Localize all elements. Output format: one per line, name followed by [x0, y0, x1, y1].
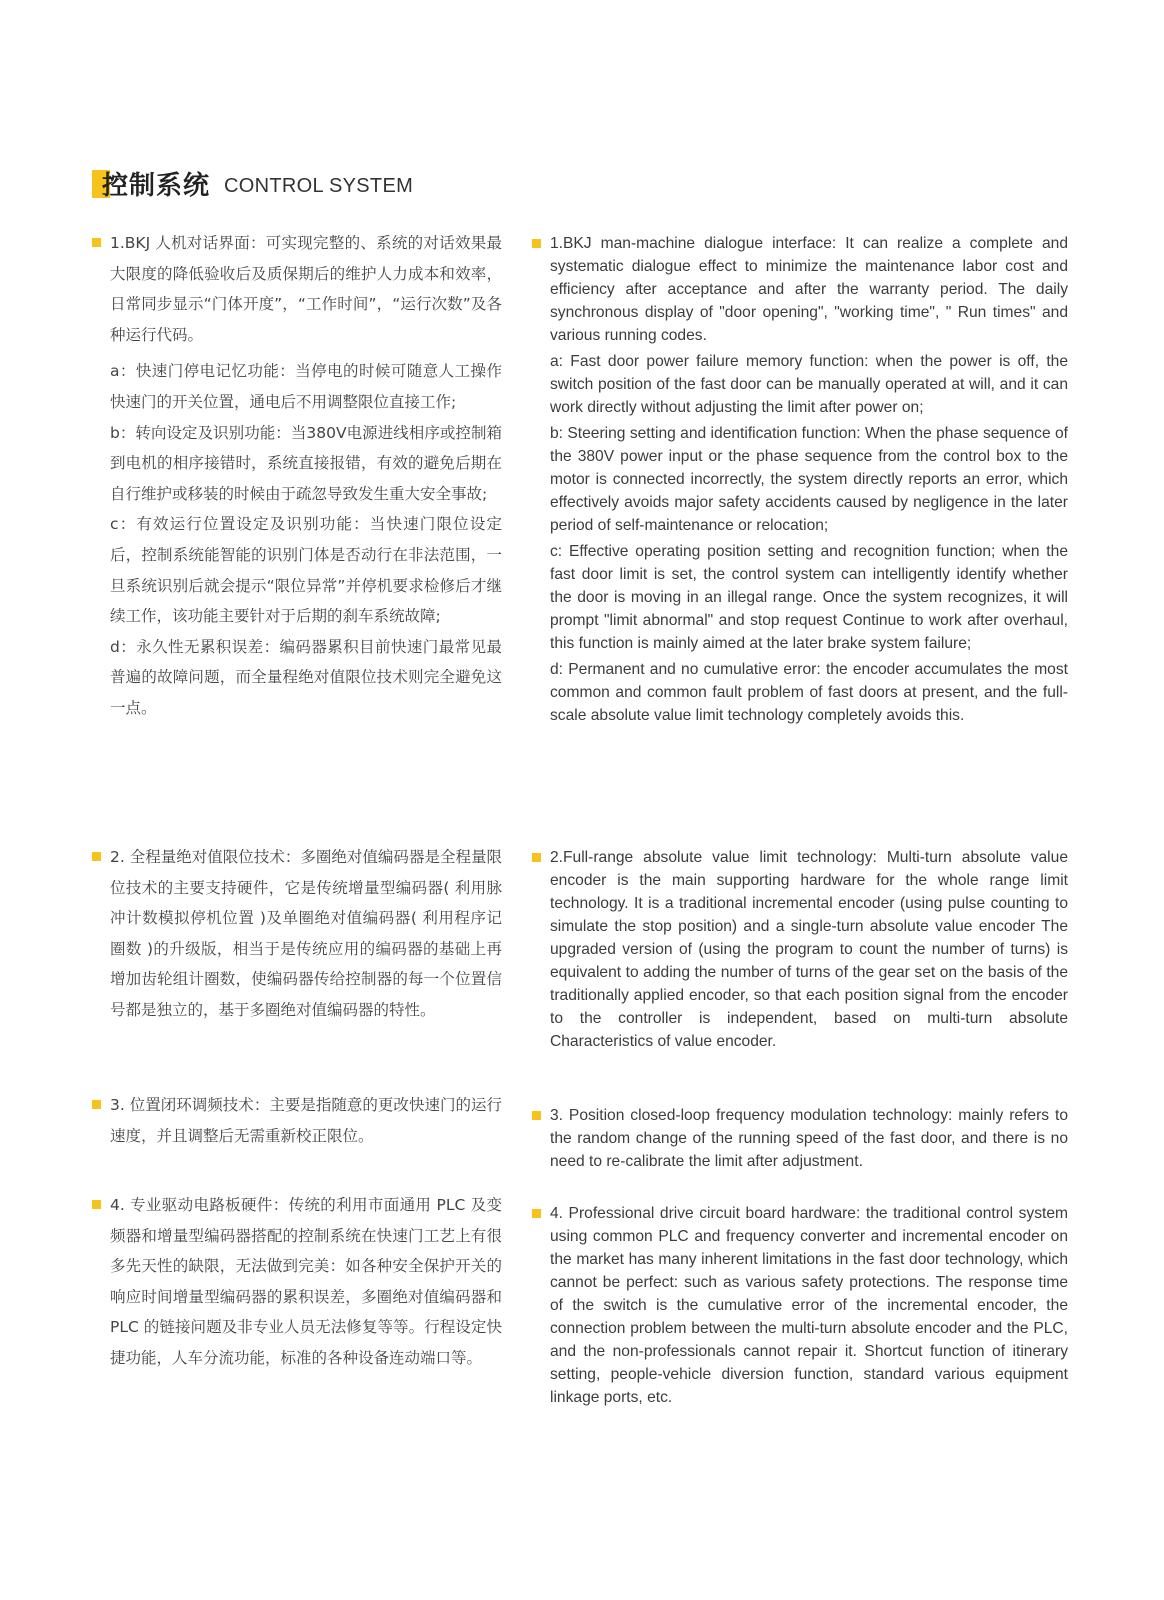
cn-section-4	[92, 1190, 502, 1374]
cn-section-1-b: b：转向设定及识别功能：当380V电源进线相序或控制箱到电机的相序接错时，系统直接报错，有效的避免后期在自行维护或移装的时候由于疏忽导致发生重大安全事故;	[110, 423, 502, 503]
cn-section-4-text: 4. 专业驱动电路板硬件：传统的利用市面通用 PLC 及变频器和增量型编码器搭配的控制系统在快速门工艺上有很多先天性的缺限，无法做到完美：如各种安全保护开关的响应时间增量型编码器的累积误差，多圈绝对值编码器和 PLC 的链接问题及非专业人员无法修复等等。行程设定快捷功能，人车分流功能，标准的各种设备连动端口等。	[110, 1196, 502, 1367]
en-section-1-c: c: Effective operating position setting and recognition function; when the fast door limit is set, the control system can intelligently identify whether the door is moving in an illegal range. Once the system recognizes, it will prompt "limit abnormal" and stop request Continue to work after overhaul, this function is mainly aimed at the later brake system failure;	[550, 543, 1068, 652]
cn-section-2-text: 2. 全程量绝对值限位技术：多圈绝对值编码器是全程量限位技术的主要支持硬件，它是传统增量型编码器( 利用脉冲计数模拟停机位置 )及单圈绝对值编码器( 利用程序记圈数 )的升级版，相当于是传统应用的编码器的基础上再增加齿轮组计圈数，使编码器传给控制器的每一个位置信号都是独立的，基于多圈绝对值编码器的特性。	[110, 848, 502, 1019]
cn-section-1	[92, 228, 502, 724]
en-section-4-text: 4. Professional drive circuit board hardware: the traditional control system using common PLC and frequency converter and incremental encoder on the market has many inherent limitations in the fast door technology, which cannot be perfect: such as various safety protections. The response time of the switch is the cumulative error of the incremental encoder, the connection problem between the multi-turn absolute encoder and the PLC, and the non-professionals cannot repair it. Shortcut function of itinerary setting, people-vehicle diversion function, standard various equipment linkage ports, etc.	[550, 1205, 1068, 1406]
cn-section-2	[92, 842, 502, 1026]
en-section-1-a: a: Fast door power failure memory function: when the power is off, the switch position of the fast door can be manually operated at will, and it can work directly without adjusting the limit after power on;	[550, 353, 1068, 416]
en-section-1-intro: 1.BKJ man-machine dialogue interface: It can realize a complete and systematic dialogue effect to minimize the maintenance labor cost and efficiency after acceptance and after the warranty period. The daily synchronous display of "door opening", "working time", " Run times" and various running codes.	[550, 235, 1068, 344]
en-section-4	[532, 1202, 1068, 1409]
page-title-english: CONTROL SYSTEM	[224, 175, 414, 197]
en-section-2	[532, 846, 1068, 1053]
cn-section-3	[92, 1090, 502, 1151]
page-header	[92, 168, 413, 202]
en-section-3	[532, 1104, 1068, 1173]
bullet-marker	[532, 853, 541, 862]
en-section-1-d: d: Permanent and no cumulative error: the encoder accumulates the most common and common fault problem of fast doors at present, and the full-scale absolute value limit technology completely avoids this.	[550, 661, 1068, 724]
cn-section-1-c: c：有效运行位置设定及识别功能：当快速门限位设定后，控制系统能智能的识别门体是否动行在非法范围，一旦系统识别后就会提示“限位异常”并停机要求检修后才继续工作，该功能主要针对于后期的刹车系统故障;	[110, 515, 502, 626]
cn-section-1-d: d：永久性无累积误差：编码器累积目前快速门最常见最普遍的故障问题，而全量程绝对值限位技术则完全避免这一点。	[110, 637, 502, 717]
bullet-marker	[532, 1209, 541, 1218]
en-section-3-text: 3. Position closed-loop frequency modulation technology: mainly refers to the random change of the running speed of the fast door, and there is no need to re-calibrate the limit after adjustment.	[550, 1107, 1068, 1170]
bullet-marker	[532, 1111, 541, 1120]
bullet-marker	[92, 1100, 101, 1109]
bullet-marker	[92, 238, 101, 247]
cn-section-3-text: 3. 位置闭环调频技术：主要是指随意的更改快速门的运行速度，并且调整后无需重新校正限位。	[110, 1096, 502, 1145]
bullet-marker	[532, 239, 541, 248]
page-title-chinese: 控制系统	[102, 171, 211, 201]
bullet-marker	[92, 852, 101, 861]
bullet-marker	[92, 1200, 101, 1209]
cn-section-1-a: a：快速门停电记忆功能：当停电的时候可随意人工操作快速门的开关位置，通电后不用调整限位直接工作;	[110, 362, 502, 411]
cn-section-1-intro: 1.BKJ 人机对话界面：可实现完整的、系统的对话效果最大限度的降低验收后及质保期后的维护人力成本和效率，日常同步显示“门体开度”，“工作时间”，“运行次数”及各种运行代码。	[110, 234, 502, 344]
en-section-1-b: b: Steering setting and identification function: When the phase sequence of the 380V power input or the phase sequence from the control box to the motor is connected incorrectly, the system directly reports an error, which effectively avoids major safety accidents caused by negligence in the later period of self-maintenance or relocation;	[550, 425, 1068, 534]
en-section-2-text: 2.Full-range absolute value limit technology: Multi-turn absolute value encoder is the main supporting hardware for the whole range limit technology. It is a traditional incremental encoder (using pulse counting to simulate the stop position) and a single-turn absolute value encoder The upgraded version of (using the program to count the number of turns) is equivalent to adding the number of turns of the gear set on the basis of the traditionally applied encoder, so that each position signal from the encoder to the controller is independent, based on multi-turn absolute Characteristics of value encoder.	[550, 849, 1068, 1050]
en-section-1	[532, 232, 1068, 727]
